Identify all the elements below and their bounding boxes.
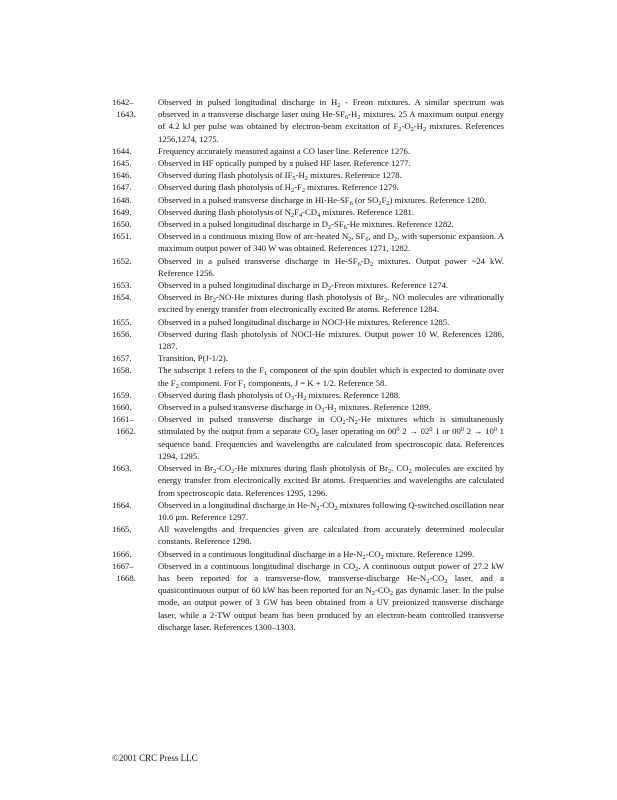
note-item (112, 316, 504, 328)
notes-list (112, 96, 504, 633)
note-number: 1661– 1662. (112, 414, 136, 437)
note-number: 1646. (112, 170, 132, 181)
note-text: Transition, P(J-1/2). (158, 353, 228, 364)
note-text: Observed in $Br_2-NO-He$ mixtures during flash photolysis of $Br_2$. NO molecules are vibrationally excited by energy transfer from electronically excited Br atoms. Reference 1284. (158, 292, 504, 315)
note-item (112, 206, 504, 218)
note-item (112, 218, 504, 230)
note-text: Observed in a pulsed transverse discharge in $HI-He-SF_6$ (or $SO_2F_2$) mixtures. Reference 1280. (158, 194, 487, 207)
note-item (112, 560, 504, 633)
note-text: Observed in a pulsed longitudinal discharge in $D_2$-Freon mixtures. Reference 1274. (158, 280, 449, 293)
note-number: 1647. (112, 182, 132, 193)
note-text: Observed in a continuous longitudinal discharge in a $He-N_2-CO_2$ mixture. Reference 1299. (158, 548, 475, 561)
note-item (112, 523, 504, 547)
note-text: Observed in a pulsed longitudinal discharge in $D_2-SF_6-He$ mixtures. Reference 1282. (158, 219, 454, 232)
note-number: 1659. (112, 389, 132, 400)
note-text: Observed in a pulsed transverse discharge in $He-SF_6-D_2$ mixtures. Output power ~24 kW. Reference 1256. (158, 255, 504, 278)
note-item (112, 328, 504, 352)
note-number: 1657. (112, 353, 132, 364)
note-number: 1649. (112, 206, 132, 217)
note-number: 1654. (112, 292, 132, 303)
note-text: Observed in pulsed transverse discharge in $CO_2-N_2-He$ mixtures which is simultaneously stimulated by the output from a separate $CO_2$ laser operating on $00^0$ $2 \to 02^0$ 1 or $00^0$ $2 \to 10^0$ 1 sequence band. Frequencies and wavelengths are calculated from spectroscopic data. References 1294, 1295. (158, 414, 505, 461)
note-number: 1648. (112, 194, 132, 205)
note-item (112, 413, 504, 462)
note-item (112, 279, 504, 291)
note-item (112, 499, 504, 523)
note-item (112, 389, 504, 401)
note-item (112, 194, 504, 206)
copyright-footer: ©2001 CRC Press LLC (112, 753, 198, 763)
note-text: Observed in HF optically pumped by a pulsed HF laser. Reference 1277. (158, 158, 411, 169)
note-item (112, 230, 504, 254)
note-text: Observed in a continuous mixing flow of arc-heated $N_2$, $SF_6$, and $D_2$, with supersonic expansion. A maximum output power of 340 W was obtained. References 1271, 1282. (158, 231, 504, 254)
note-item (112, 145, 504, 157)
note-number: 1650. (112, 219, 132, 230)
note-text: All wavelengths and frequencies given are calculated from accurately determined molecular constants. Reference 1298. (158, 524, 504, 547)
note-text: Observed in pulsed longitudinal discharge in $H_2$ - Freon mixtures. A similar spectrum was observed in a transverse discharge laser using $He-SF_6-H_2$ mixtures. 25 A maximum output energy of 4.2 kJ per pulse was obtained by electron-beam excitation of $F_2-O_2-H_2$ mixtures. References 1256,1274, 1275. (158, 97, 504, 144)
note-number: 1652. (112, 255, 132, 266)
note-item (112, 291, 504, 315)
note-text: The subscript 1 refers to the $F_1$ component of the spin doublet which is expected to dominate over the $F_2$ component. For $F_1$ components, J = K + 1/2. Reference 58. (158, 365, 504, 390)
note-text: Observed during flash photolysis of NOCl-He mixtures. Output power 10 W. References 1286, 1287. (158, 328, 504, 352)
note-item (112, 181, 504, 193)
note-number: 1645. (112, 158, 132, 169)
note-text: Observed in a longitudinal discharge in $He-N_2-CO_2$ mixtures following Q-switched oscillation near 10.6 μm. Reference 1297. (158, 499, 504, 522)
note-item (112, 462, 504, 499)
note-number: 1667– 1668. (112, 560, 136, 583)
note-text: Observed during flash photolysis of $IF_5-H_2$ mixtures. Reference 1278. (158, 170, 402, 183)
note-number: 1660. (112, 402, 132, 413)
note-number: 1656. (112, 328, 132, 339)
note-text: Frequency accurately measured against a CO laser line. Reference 1276. (158, 145, 411, 156)
note-item (112, 401, 504, 413)
note-number: 1655. (112, 316, 132, 327)
note-number: 1665. (112, 524, 132, 535)
note-number: 1642– 1643. (112, 97, 136, 120)
note-item (112, 157, 504, 169)
note-number: 1666. (112, 548, 132, 559)
note-number: 1644. (112, 145, 132, 156)
note-item (112, 352, 504, 364)
note-text: Observed in a pulsed longitudinal discharge in NOCl-He mixtures. Reference 1285. (158, 316, 450, 327)
note-number: 1653. (112, 280, 132, 291)
note-item (112, 255, 504, 279)
note-number: 1651. (112, 231, 132, 242)
note-text: Observed during flash photolysis of $H_2-F_2$ mixtures. Reference 1279. (158, 182, 399, 195)
note-item (112, 96, 504, 145)
note-item (112, 169, 504, 181)
note-text: Observed in a pulsed transverse discharge in $O_3-H_2$ mixtures. Reference 1289. (158, 402, 431, 415)
note-number: 1658. (112, 365, 132, 376)
note-text: Observed during flash photolysis of $N_2F_4-CD_4$ mixtures. Reference 1281. (158, 206, 415, 219)
note-item (112, 364, 504, 388)
note-text: Observed in a continuous longitudinal discharge in $CO_2$. A continuous output power of 27.2 kW has been reported for a transverse-flow, transverse-discharge $He-N_2-CO_2$ laser, and a quasicontinuous output of 60 kW has been reported for an $N_2-CO_2$ gas dynamic laser. In the pulse mode, an output power of 3 GW has been obtained from a UV preionized transverse discharge laser, while a 2-TW output beam has been produced by an electron-beam controlled transverse discharge laser. References 1300–1303. (158, 560, 504, 632)
note-item (112, 548, 504, 560)
note-number: 1664. (112, 499, 132, 510)
note-text: Observed in $Br_2-CO_2-He$ mixtures during flash photolysis of $Br_2$. $CO_2$ molecules are excited by energy transfer from electronically excited Br atoms. Frequencies and wavelengths are calculated from spectroscopic data. References 1295, 1296. (158, 463, 504, 498)
note-number: 1663. (112, 463, 132, 474)
note-text: Observed during flash photolysis of $O_3-H_2$ mixtures. Reference 1288. (158, 389, 401, 402)
